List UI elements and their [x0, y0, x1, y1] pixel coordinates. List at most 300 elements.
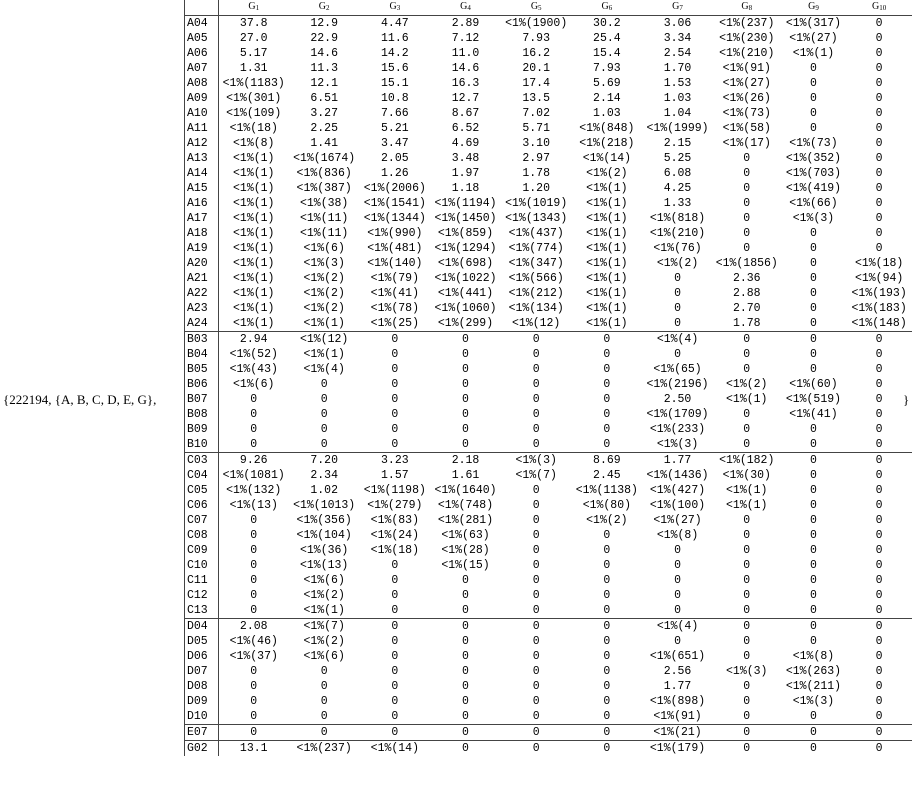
- table-cell: 0: [462, 680, 469, 693]
- table-cell: 0: [532, 650, 540, 663]
- table-cell: 0: [875, 107, 883, 120]
- table-cell: 0: [713, 725, 781, 741]
- table-cell: 0: [250, 574, 258, 587]
- table-cell: <1%(183): [851, 302, 907, 315]
- table-cell: 1.78: [732, 317, 761, 330]
- table-cell: 0: [603, 574, 611, 587]
- table-cell: 0: [875, 137, 883, 150]
- table-cell: 27.0: [239, 32, 268, 45]
- table-cell: 0: [809, 438, 817, 451]
- table-cell: 0: [743, 574, 751, 587]
- table-cell: 0: [875, 227, 883, 240]
- table-row: [185, 741, 912, 757]
- table-cell: 0: [462, 635, 469, 648]
- row-label: A21: [185, 271, 219, 286]
- table-cell: <1%(1674): [293, 152, 356, 165]
- column-header-base: G: [808, 1, 816, 12]
- table-cell: <1%(14): [360, 741, 431, 757]
- table-cell: 16.3: [451, 77, 480, 90]
- table-cell: 0: [875, 574, 883, 587]
- table-cell: 0: [809, 484, 817, 497]
- table-cell: 0: [250, 423, 258, 436]
- table-cell: <1%(1): [586, 227, 628, 240]
- table-cell: 0: [250, 393, 258, 406]
- table-cell: 0: [743, 529, 751, 542]
- table-cell: 0: [462, 695, 469, 708]
- table-cell: <1%(2): [303, 589, 345, 602]
- table-cell: 8.67: [451, 107, 480, 120]
- row-label: B10: [185, 437, 219, 453]
- table-cell: <1%(1): [726, 499, 768, 512]
- table-cell: 2.14: [593, 92, 621, 105]
- table-cell: 0: [743, 438, 751, 451]
- table-cell: 0: [603, 635, 611, 648]
- table-cell: 0: [603, 650, 611, 663]
- column-header-subscript: 10: [879, 4, 887, 12]
- table-cell: 0: [391, 438, 399, 451]
- table-cell: 12.7: [451, 92, 480, 105]
- table-cell: <1%(11): [300, 212, 349, 225]
- table-cell: 0: [430, 619, 501, 635]
- column-header: [360, 0, 431, 16]
- table-cell: 0: [320, 665, 328, 678]
- table-row: [185, 332, 912, 348]
- table-cell: 0: [875, 393, 883, 406]
- table-cell: 0: [674, 589, 681, 602]
- table-cell: <1%(1138): [575, 484, 638, 497]
- column-header-subscript: 6: [608, 4, 613, 12]
- table-row: [185, 709, 912, 725]
- table-cell: 0: [532, 665, 540, 678]
- table-row: [185, 513, 912, 528]
- table-cell: 0: [674, 287, 681, 300]
- table-cell: 1.77: [642, 453, 713, 469]
- table-cell: <1%(1): [233, 182, 275, 195]
- row-label: A22: [185, 286, 219, 301]
- table-cell: 0: [875, 242, 883, 255]
- table-cell: <1%(210): [719, 47, 775, 60]
- table-cell: 11.6: [381, 32, 409, 45]
- table-cell: 0: [250, 514, 258, 527]
- table-cell: 0: [250, 680, 258, 693]
- table-cell: <1%(43): [229, 363, 278, 376]
- table-cell: <1%(2196): [646, 378, 709, 391]
- table-cell: 0: [532, 559, 540, 572]
- table-cell: <1%(18): [854, 257, 904, 270]
- table-cell: 0: [462, 363, 469, 376]
- table-cell: 11.0: [451, 47, 480, 60]
- table-cell: 0: [360, 332, 431, 348]
- table-cell: 0: [875, 17, 883, 30]
- right-brace: }: [903, 392, 910, 407]
- table-cell: 37.8: [239, 17, 268, 30]
- table-cell: <1%(24): [370, 529, 419, 542]
- table-cell: 0: [674, 574, 681, 587]
- row-label: B05: [185, 362, 219, 377]
- table-row: [185, 528, 912, 543]
- table-cell: <1%(63): [441, 529, 490, 542]
- table-cell: 0: [603, 665, 611, 678]
- table-cell: <1%(28): [441, 544, 490, 557]
- column-header: [846, 0, 912, 16]
- table-cell: <1%(37): [229, 650, 278, 663]
- table-cell: 0: [875, 710, 883, 723]
- table-cell: <1%(14): [582, 152, 631, 165]
- table-cell: <1%(38): [300, 197, 349, 210]
- table-cell: 1.02: [310, 484, 338, 497]
- table-cell: 0: [875, 469, 883, 482]
- table-cell: <1%(1060): [434, 302, 497, 315]
- table-cell: <1%(109): [226, 107, 282, 120]
- table-cell: <1%(41): [789, 408, 838, 421]
- table-cell: 0: [809, 514, 817, 527]
- table-cell: 7.12: [451, 32, 480, 45]
- table-cell: 0: [875, 529, 883, 542]
- header-row: [185, 0, 912, 16]
- column-header: [289, 0, 360, 16]
- row-label: C12: [185, 588, 219, 603]
- table-cell: <1%(13): [229, 499, 278, 512]
- column-header: [642, 0, 713, 16]
- table-cell: 25.4: [593, 32, 621, 45]
- table-cell: 0: [603, 710, 611, 723]
- column-header-base: G: [248, 1, 256, 12]
- table-cell: 16.2: [522, 47, 550, 60]
- table-cell: <1%(263): [785, 665, 842, 678]
- table-cell: 0: [462, 650, 469, 663]
- table-cell: <1%(79): [370, 272, 419, 285]
- row-label: A12: [185, 136, 219, 151]
- row-label: B03: [185, 332, 219, 348]
- table-cell: 0: [781, 453, 847, 469]
- table-row: [185, 91, 912, 106]
- table-cell: <1%(1): [586, 317, 628, 330]
- row-label: A19: [185, 241, 219, 256]
- table-cell: <1%(990): [367, 227, 423, 240]
- row-label: D08: [185, 679, 219, 694]
- table-cell: 0: [674, 348, 681, 361]
- row-label: A24: [185, 316, 219, 332]
- table-cell: <1%(4): [303, 363, 345, 376]
- table-cell: 0: [809, 499, 817, 512]
- table-cell: 0: [250, 665, 258, 678]
- table-cell: 0: [532, 348, 540, 361]
- table-cell: 0: [462, 408, 469, 421]
- row-label: A18: [185, 226, 219, 241]
- column-header-subscript: 9: [815, 4, 819, 12]
- table-cell: <1%(18): [229, 122, 278, 135]
- table-cell: 0: [743, 695, 751, 708]
- table-row: [185, 483, 912, 498]
- table-cell: <1%(1541): [363, 197, 426, 210]
- table-cell: 0: [743, 363, 751, 376]
- table-cell: <1%(3): [792, 212, 835, 225]
- table-row: [185, 226, 912, 241]
- table-cell: <1%(748): [437, 499, 494, 512]
- table-cell: 0: [875, 680, 883, 693]
- table-cell: 0: [501, 741, 572, 757]
- table-cell: 15.6: [381, 62, 409, 75]
- table-cell: <1%(13): [300, 559, 349, 572]
- table-row: [185, 196, 912, 211]
- table-cell: <1%(1): [233, 152, 275, 165]
- table-cell: 0: [875, 363, 883, 376]
- column-header-base: G: [318, 1, 327, 12]
- column-header: [430, 0, 501, 16]
- table-cell: <1%(3): [656, 438, 699, 451]
- table-cell: <1%(441): [437, 287, 494, 300]
- row-label: D05: [185, 634, 219, 649]
- table-cell: <1%(1900): [505, 17, 568, 30]
- table-cell: 0: [532, 378, 540, 391]
- table-cell: 0: [781, 741, 847, 757]
- table-cell: <1%(36): [300, 544, 349, 557]
- table-cell: 0: [391, 559, 399, 572]
- row-label: A20: [185, 256, 219, 271]
- table-cell: 7.66: [381, 107, 409, 120]
- table-cell: 0: [462, 423, 469, 436]
- row-label: A13: [185, 151, 219, 166]
- table-cell: 2.36: [732, 272, 761, 285]
- table-cell: 2.15: [663, 137, 692, 150]
- table-cell: 0: [603, 393, 611, 406]
- table-row: [185, 362, 912, 377]
- table-cell: 0: [809, 302, 817, 315]
- row-label: D04: [185, 619, 219, 635]
- table-cell: <1%(1): [233, 317, 275, 330]
- table-cell: 0: [674, 317, 681, 330]
- table-cell: <1%(46): [229, 635, 278, 648]
- table-row: [185, 543, 912, 558]
- table-cell: 14.6: [451, 62, 480, 75]
- table-cell: 0: [250, 438, 258, 451]
- table-cell: 0: [532, 680, 540, 693]
- table-cell: 0: [875, 212, 883, 225]
- table-cell: 0: [875, 32, 883, 45]
- column-header-base: G: [389, 1, 397, 12]
- table-cell: 0: [532, 438, 540, 451]
- table-cell: <1%(1081): [222, 469, 285, 482]
- table-cell: 0: [743, 197, 751, 210]
- table-cell: 0: [320, 408, 328, 421]
- table-cell: 0: [875, 650, 883, 663]
- table-cell: 0: [875, 77, 883, 90]
- table-cell: 0: [809, 257, 817, 270]
- table-cell: 0: [391, 408, 399, 421]
- table-cell: 0: [320, 423, 328, 436]
- table-cell: 1.33: [663, 197, 692, 210]
- table-cell: 7.02: [522, 107, 550, 120]
- row-label: A04: [185, 16, 219, 32]
- table-cell: 0: [462, 665, 469, 678]
- table-cell: <1%(437): [508, 227, 564, 240]
- table-cell: 0: [743, 635, 751, 648]
- table-cell: 0: [360, 619, 431, 635]
- row-label: C09: [185, 543, 219, 558]
- table-cell: 0: [532, 529, 540, 542]
- table-cell: <1%(1): [233, 302, 275, 315]
- table-cell: 0: [250, 589, 258, 602]
- table-cell: 0: [320, 438, 328, 451]
- table-cell: <1%(774): [508, 242, 564, 255]
- table-cell: 0: [781, 725, 847, 741]
- table-cell: 0: [532, 514, 540, 527]
- table-cell: <1%(1022): [434, 272, 497, 285]
- table-cell: <1%(1): [586, 287, 628, 300]
- column-header-subscript: 3: [396, 4, 401, 12]
- column-header: [218, 0, 289, 16]
- table-cell: <1%(1): [586, 212, 628, 225]
- table-cell: 0: [603, 378, 611, 391]
- table-cell: 0: [846, 725, 912, 741]
- table-cell: 0: [572, 725, 643, 741]
- table-row: [185, 271, 912, 286]
- table-cell: 1.57: [381, 469, 409, 482]
- table-cell: 0: [462, 574, 469, 587]
- distribution-table: [184, 0, 912, 756]
- table-cell: 0: [391, 574, 399, 587]
- table-row: [185, 664, 912, 679]
- table-cell: 2.08: [218, 619, 289, 635]
- row-label: A23: [185, 301, 219, 316]
- table-cell: <1%(11): [300, 227, 349, 240]
- table-cell: <1%(2): [656, 257, 699, 270]
- table-cell: <1%(27): [722, 77, 771, 90]
- table-cell: 0: [320, 393, 328, 406]
- table-cell: <1%(279): [367, 499, 423, 512]
- table-cell: 0: [250, 529, 258, 542]
- table-cell: 0: [743, 604, 751, 617]
- column-header-subscript: 5: [538, 4, 542, 12]
- table-cell: 0: [391, 393, 399, 406]
- table-cell: 0: [250, 710, 258, 723]
- table-cell: 0: [875, 348, 883, 361]
- table-cell: <1%(1999): [646, 122, 709, 135]
- table-cell: 0: [875, 438, 883, 451]
- table-cell: 0: [532, 635, 540, 648]
- table-cell: 1.03: [663, 92, 692, 105]
- row-label: A09: [185, 91, 219, 106]
- table-cell: 0: [743, 544, 751, 557]
- table-row: [185, 679, 912, 694]
- table-cell: 2.54: [663, 47, 692, 60]
- column-header-subscript: 7: [679, 4, 683, 12]
- table-cell: 3.27: [310, 107, 338, 120]
- table-cell: <1%(3): [792, 695, 835, 708]
- table-cell: 0: [809, 348, 817, 361]
- table-cell: <1%(237): [719, 17, 775, 30]
- table-cell: 0: [532, 484, 540, 497]
- table-cell: <1%(1): [726, 393, 768, 406]
- table-cell: 0: [462, 604, 469, 617]
- table-cell: <1%(104): [296, 529, 352, 542]
- table-cell: 0: [391, 378, 399, 391]
- table-cell: 14.2: [381, 47, 409, 60]
- table-row: [185, 407, 912, 422]
- table-cell: <1%(132): [226, 484, 282, 497]
- table-cell: <1%(2): [303, 302, 345, 315]
- table-cell: 0: [572, 619, 643, 635]
- column-header-subscript: 2: [326, 4, 330, 12]
- table-cell: <1%(100): [649, 499, 706, 512]
- row-label: D10: [185, 709, 219, 725]
- table-cell: 0: [846, 619, 912, 635]
- table-row: [185, 619, 912, 635]
- table-cell: 0: [674, 544, 681, 557]
- table-row: [185, 603, 912, 619]
- row-label: C11: [185, 573, 219, 588]
- table-cell: <1%(698): [437, 257, 494, 270]
- table-cell: 0: [430, 332, 501, 348]
- table-cell: 0: [572, 741, 643, 757]
- table-cell: 0: [743, 514, 751, 527]
- table-cell: 2.18: [430, 453, 501, 469]
- table-cell: <1%(1): [233, 287, 275, 300]
- row-label: B08: [185, 407, 219, 422]
- table-row: [185, 377, 912, 392]
- table-cell: <1%(419): [785, 182, 842, 195]
- table-row: [185, 573, 912, 588]
- table-cell: <1%(91): [653, 710, 702, 723]
- table-cell: 0: [809, 77, 817, 90]
- table-cell: 0: [501, 619, 572, 635]
- table-cell: <1%(1): [303, 348, 345, 361]
- table-cell: <1%(66): [789, 197, 838, 210]
- table-cell: 0: [430, 725, 501, 741]
- table-cell: 0: [603, 695, 611, 708]
- table-cell: 0: [674, 302, 681, 315]
- table-cell: <1%(317): [785, 17, 842, 30]
- row-label: D06: [185, 649, 219, 664]
- table-cell: <1%(76): [653, 242, 702, 255]
- table-cell: 0: [713, 741, 781, 757]
- table-cell: 0: [846, 453, 912, 469]
- table-cell: 0: [501, 725, 572, 741]
- table-cell: <1%(1): [233, 227, 275, 240]
- table-cell: 15.4: [593, 47, 621, 60]
- table-cell: <1%(1450): [434, 212, 497, 225]
- table-cell: <1%(2): [726, 378, 768, 391]
- table-cell: 0: [743, 650, 751, 663]
- table-cell: <1%(212): [508, 287, 564, 300]
- table-cell: 0: [250, 544, 258, 557]
- table-row: [185, 136, 912, 151]
- table-cell: 1.61: [451, 469, 480, 482]
- table-cell: <1%(210): [649, 227, 706, 240]
- table-cell: 0: [391, 423, 399, 436]
- row-label: B09: [185, 422, 219, 437]
- table-cell: 7.93: [522, 32, 550, 45]
- table-cell: 7.20: [289, 453, 360, 469]
- table-cell: <1%(30): [722, 469, 771, 482]
- table-cell: 0: [875, 423, 883, 436]
- table-cell: 0: [809, 604, 817, 617]
- table-row: [185, 181, 912, 196]
- table-cell: <1%(1294): [434, 242, 497, 255]
- table-cell: <1%(1): [586, 272, 628, 285]
- table-cell: <1%(1343): [505, 212, 568, 225]
- table-cell: 0: [532, 695, 540, 708]
- table-cell: 0: [462, 710, 469, 723]
- table-cell: 3.10: [522, 137, 550, 150]
- table-cell: 1.53: [663, 77, 692, 90]
- table-cell: 0: [809, 242, 817, 255]
- table-cell: 0: [391, 635, 399, 648]
- table-cell: 0: [809, 710, 817, 723]
- table-cell: 0: [218, 725, 289, 741]
- table-cell: 0: [809, 227, 817, 240]
- table-cell: <1%(4): [642, 619, 713, 635]
